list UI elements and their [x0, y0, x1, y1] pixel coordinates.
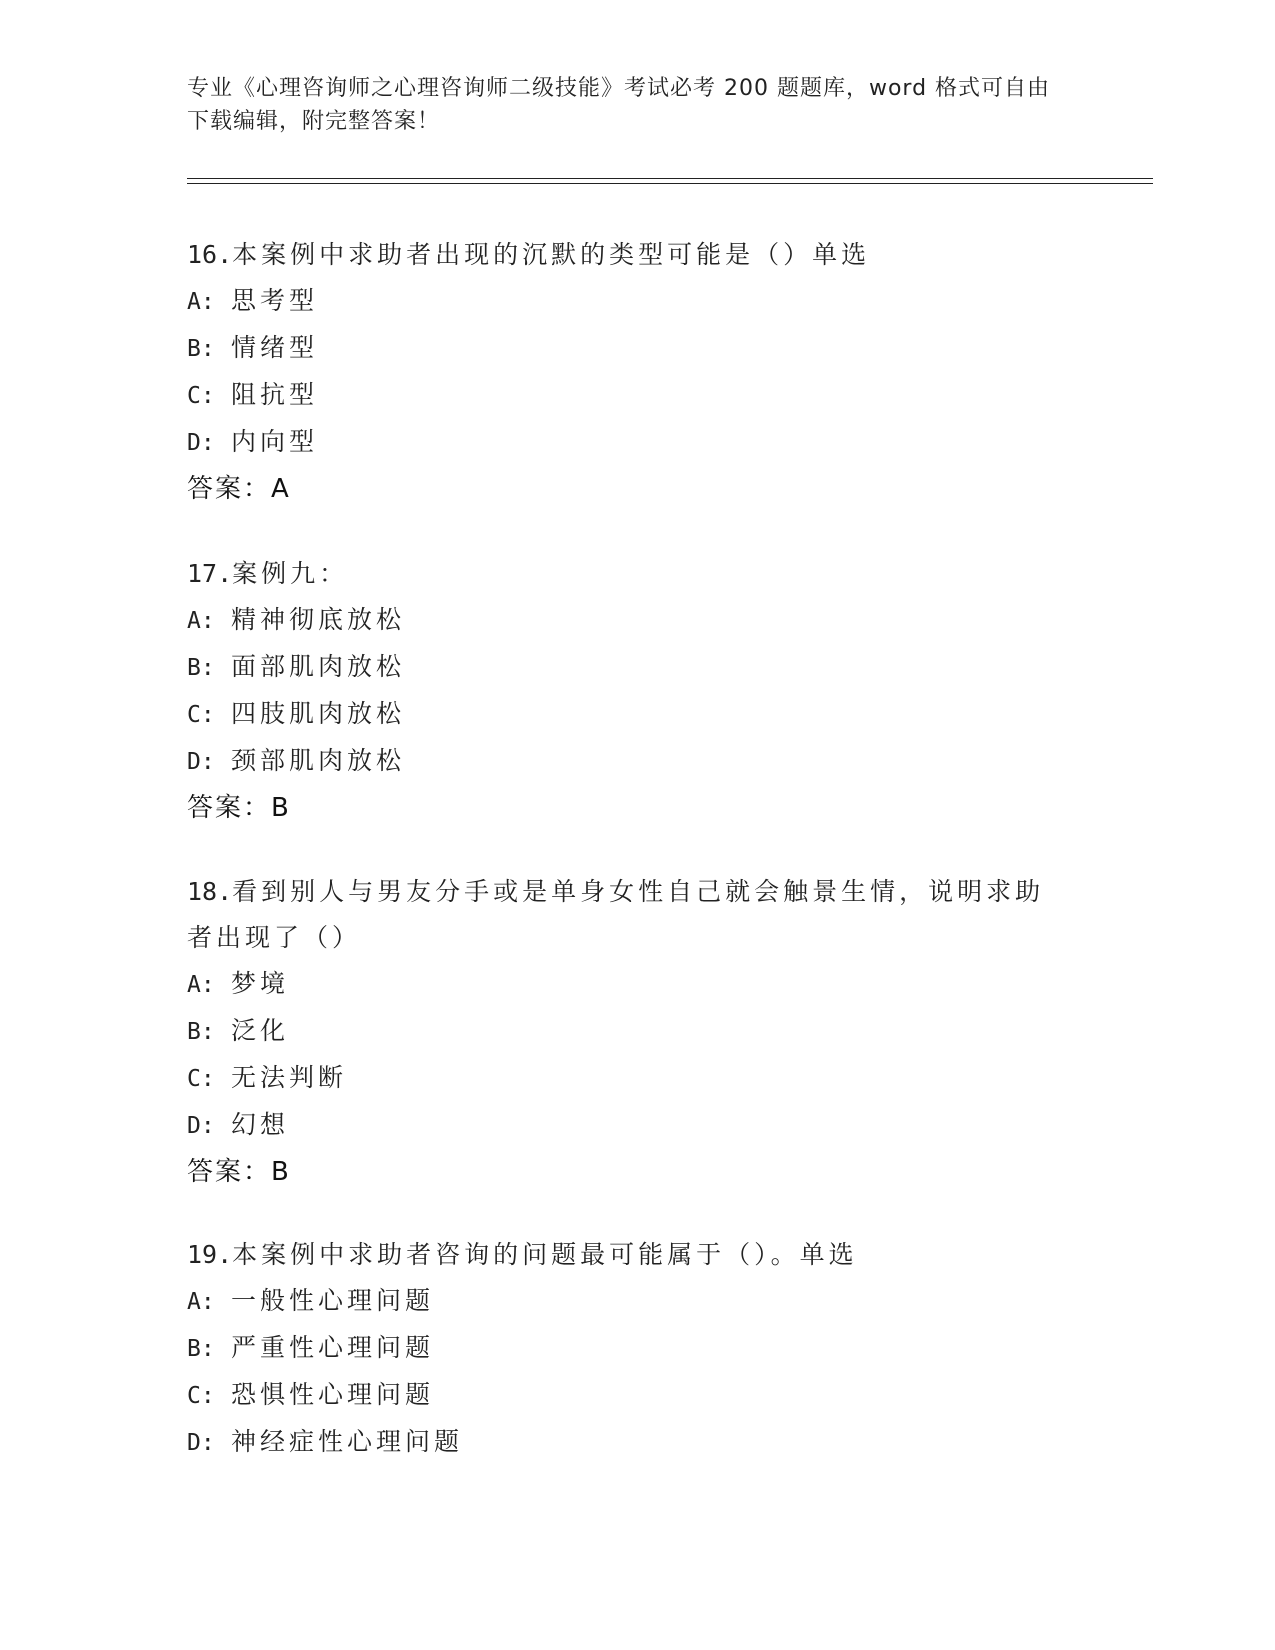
answer-line: 答案：B	[187, 793, 291, 823]
header-divider-top	[187, 178, 1153, 179]
question-16	[187, 232, 1087, 512]
option-a	[187, 278, 1087, 325]
option-key: A:	[187, 972, 215, 998]
option-key: B:	[187, 655, 215, 681]
option-key: D:	[187, 1430, 215, 1456]
option-a	[187, 961, 1067, 1008]
option-text: 神经症性心理问题	[231, 1427, 464, 1456]
question-title	[187, 551, 1087, 597]
question-19	[187, 1232, 1087, 1466]
option-b	[187, 1325, 1087, 1372]
option-text: 情绪型	[231, 333, 319, 362]
option-key: C:	[187, 1066, 215, 1092]
option-text: 精神彻底放松	[231, 605, 406, 634]
question-number: 18.	[187, 877, 233, 906]
question-title	[187, 869, 1067, 961]
option-b	[187, 644, 1087, 691]
option-d	[187, 1102, 1067, 1149]
option-key: B:	[187, 336, 215, 362]
option-text: 无法判断	[231, 1063, 348, 1092]
option-key: C:	[187, 1383, 215, 1409]
question-title	[187, 1232, 1087, 1278]
option-text: 内向型	[231, 427, 319, 456]
question-number: 19.	[187, 1240, 233, 1269]
option-d	[187, 738, 1087, 785]
option-a	[187, 597, 1087, 644]
question-text: 本案例中求助者咨询的问题最可能属于（）。单选	[232, 1240, 858, 1269]
question-text: 案例九：	[232, 559, 349, 588]
option-c	[187, 1372, 1087, 1419]
option-key: D:	[187, 1113, 215, 1139]
option-c	[187, 691, 1087, 738]
question-number: 16.	[187, 240, 233, 269]
question-text: 本案例中求助者出现的沉默的类型可能是（）单选	[232, 240, 871, 269]
option-text: 一般性心理问题	[231, 1286, 435, 1315]
option-key: B:	[187, 1019, 215, 1045]
option-text: 幻想	[231, 1110, 290, 1139]
document-intro: 专业《心理咨询师之心理咨询师二级技能》考试必考 200 题题库，word 格式可自由下载编辑，附完整答案！	[187, 76, 1051, 134]
option-key: A:	[187, 1289, 215, 1315]
option-text: 颈部肌肉放松	[231, 746, 406, 775]
question-text: 看到别人与男友分手或是单身女性自己就会触景生情，说明求助者出现了（）	[187, 877, 1045, 952]
option-text: 四肢肌肉放松	[231, 699, 406, 728]
answer-line: 答案：B	[187, 1157, 291, 1187]
option-key: A:	[187, 289, 215, 315]
option-key: C:	[187, 383, 215, 409]
option-c	[187, 1055, 1067, 1102]
option-key: C:	[187, 702, 215, 728]
option-d	[187, 1419, 1087, 1466]
question-number: 17.	[187, 559, 233, 588]
option-key: D:	[187, 749, 215, 775]
header-divider-bottom	[187, 183, 1153, 184]
option-key: A:	[187, 608, 215, 634]
option-a	[187, 1278, 1087, 1325]
option-text: 恐惧性心理问题	[231, 1380, 435, 1409]
option-b	[187, 325, 1087, 372]
question-17	[187, 551, 1087, 831]
question-18	[187, 869, 1067, 1195]
option-text: 面部肌肉放松	[231, 652, 406, 681]
option-text: 严重性心理问题	[231, 1333, 435, 1362]
option-d	[187, 419, 1087, 466]
option-key: D:	[187, 430, 215, 456]
answer-line: 答案：A	[187, 474, 291, 504]
question-title	[187, 232, 1087, 278]
option-text: 泛化	[231, 1016, 290, 1045]
option-b	[187, 1008, 1067, 1055]
option-text: 梦境	[231, 969, 290, 998]
option-key: B:	[187, 1336, 215, 1362]
option-text: 阻抗型	[231, 380, 319, 409]
option-c	[187, 372, 1087, 419]
option-text: 思考型	[231, 286, 319, 315]
